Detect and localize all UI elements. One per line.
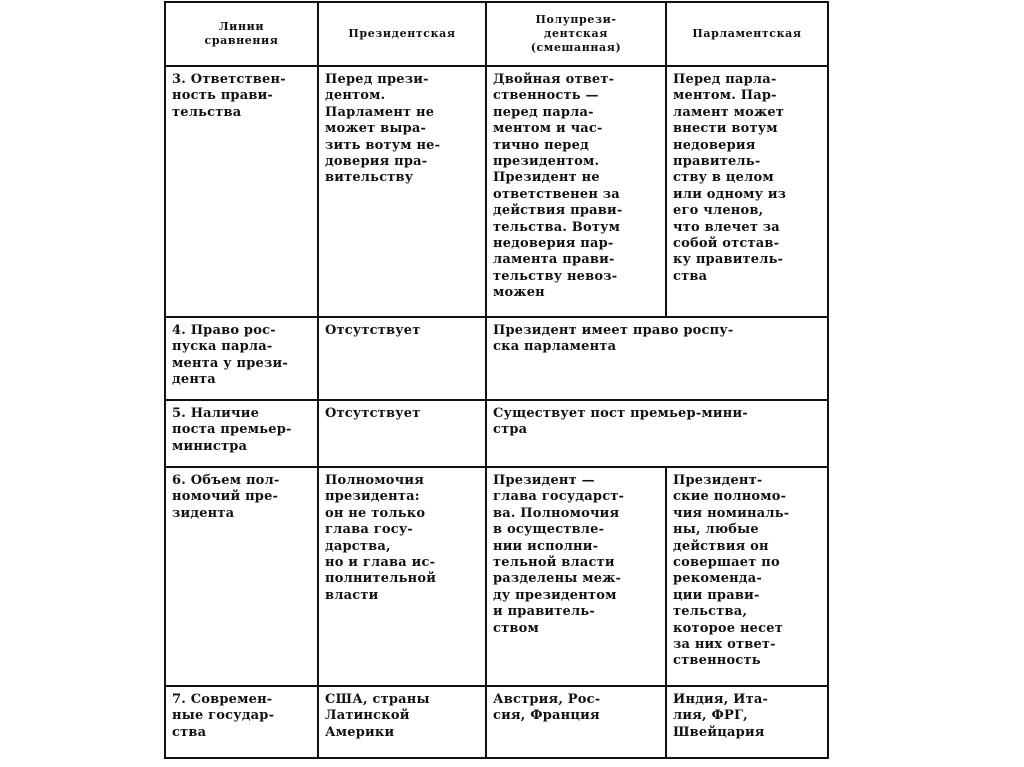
cell-semi-presidential: Президент — глава государст- ва. Полномочия в осуществле- нии исполни- тельной власти разделены меж- ду президентом и правитель- ством: [486, 467, 666, 686]
table-row: [165, 400, 828, 467]
cell-semi-presidential: Австрия, Рос- сия, Франция: [486, 686, 666, 758]
comparison-table: [164, 1, 829, 759]
header-criteria: Линии сравнения: [165, 2, 318, 66]
cell-presidential: Перед прези- дентом. Парламент не может выра- зить вотум не- доверия пра- вительству: [318, 66, 486, 317]
table-header-row: [165, 2, 828, 66]
header-presidential: Президентская: [318, 2, 486, 66]
table-row: [165, 317, 828, 400]
cell-semi-presidential: Двойная ответ- ственность — перед парла- ментом и час- тично перед президентом. Президент не ответственен за действия прави- тельства. Вотум недоверия пар- ламента прави- тельству невоз- можен: [486, 66, 666, 317]
row-criterion: 4. Право рос- пуска парла- мента у прези- дента: [165, 317, 318, 400]
cell-presidential: Отсутствует: [318, 400, 486, 467]
row-criterion: 3. Ответствен- ность прави- тельства: [165, 66, 318, 317]
table-row: [165, 66, 828, 317]
header-parliamentary: Парламентская: [666, 2, 828, 66]
cell-presidential: Полномочия президента: он не только глава госу- дарства, но и глава ис- полнительной власти: [318, 467, 486, 686]
row-criterion: 6. Объем пол- номочий пре- зидента: [165, 467, 318, 686]
row-criterion: 7. Современ- ные государ- ства: [165, 686, 318, 758]
header-semi-presidential: Полупрези- дентская (смешанная): [486, 2, 666, 66]
cell-presidential: США, страны Латинской Америки: [318, 686, 486, 758]
cell-presidential: Отсутствует: [318, 317, 486, 400]
cell-parliamentary: Перед парла- ментом. Пар- ламент может внести вотум недоверия правитель- ству в целом или одному из его членов, что влечет за собой отстав- ку правитель- ства: [666, 66, 828, 317]
table-row: [165, 686, 828, 758]
row-criterion: 5. Наличие поста премьер- министра: [165, 400, 318, 467]
cell-merged: Существует пост премьер-мини- стра: [486, 400, 828, 467]
table-row: [165, 467, 828, 686]
cell-parliamentary: Президент- ские полномо- чия номиналь- ны, любые действия он совершает по рекоменда- ции прави- тельства, которое несет за них ответ- ственность: [666, 467, 828, 686]
cell-parliamentary: Индия, Ита- лия, ФРГ, Швейцария: [666, 686, 828, 758]
cell-merged: Президент имеет право роспу- ска парламента: [486, 317, 828, 400]
